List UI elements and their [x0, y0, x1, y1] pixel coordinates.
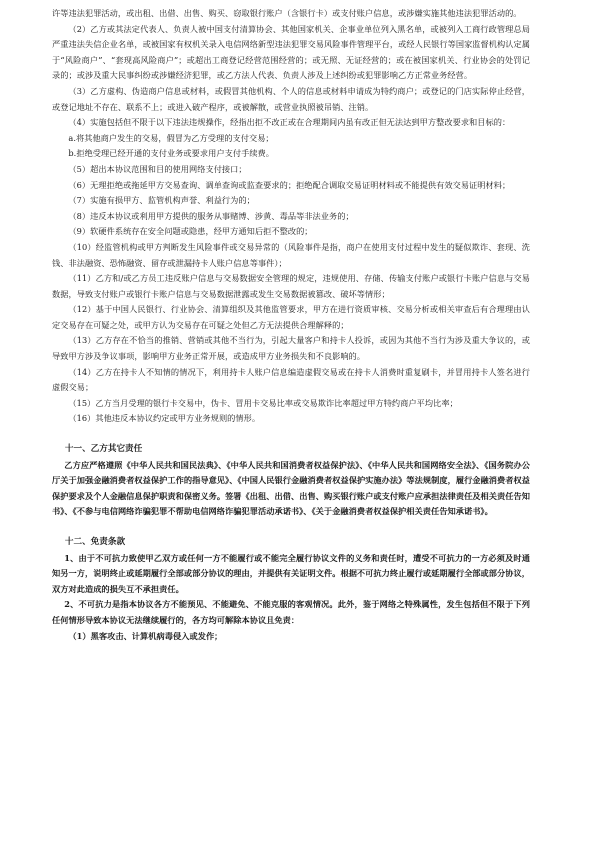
clause-3: （3）乙方虚构、伪造商户信息或材料，或假冒其他机构、个人的信息或材料申请成为特约商户；或登记的门店实际停止经营，或登记地址不存在、联系不上；或进入破产程序，或被解散，或营业执照被吊销、注销。: [52, 85, 530, 112]
section-11-heading: 十一、乙方其它责任: [64, 444, 143, 455]
clause-5: （5）超出本协议范围和目的使用网络支付接口；: [68, 163, 247, 174]
clause-12: （12）基于中国人民银行、行业协会、清算组织及其他监管要求，甲方在进行资质审核、交易分析或相关审查后有合理理由认定交易存在可疑之处，或甲方认为交易存在可疑之处但乙方无法提供合理解释的；: [52, 304, 530, 330]
clause-9: （9）软硬件系统存在安全问题或隐患，经甲方通知后拒不整改的；: [68, 226, 313, 237]
clause-6: （6）无理拒绝或拖延甲方交易查询、调单查询或监查要求的；拒绝配合调取交易证明材料或不能提供有效交易证明材料；: [68, 179, 511, 190]
clause-13: （13）乙方存在不恰当的推销、营销或其他不当行为，引起大量客户和持卡人投诉，或因为其他不当行为涉及重大争议的，或导致甲方涉及争议事项，影响甲方业务正常开展，或造成甲方业务损失和不良影响的。: [52, 335, 530, 362]
section-11-body: 乙方应严格遵照《中华人民共和国民法典》、《中华人民共和国消费者权益保护法》、《中华人民共和国网络安全法》、《国务院办公厅关于加强金融消费者权益保护工作的指导意见》、《中国人民银行金融消费者权益保护实施办法》等法规制度，履行金融消费者权益保护要求及个人金融信息保护职责和保密义务。签署《出租、出借、出售、购买银行账户或支付账户应承担法律责任及相关责任告知书》、《不参与电信网络诈骗犯罪不帮助电信网络诈骗犯罪活动承诺书》、《关于金融消费者权益保护相关责任告知承诺书》。: [52, 459, 530, 517]
section-12-heading: 十二、免责条款: [64, 537, 126, 547]
clause-14: （14）乙方在持卡人不知情的情况下，利用持卡人账户信息编造虚假交易或在持卡人消费时重复刷卡，并冒用持卡人签名进行虚假交易；: [52, 366, 530, 393]
exemption-1: 1、由于不可抗力致使甲乙双方或任何一方不能履行或不能完全履行协议文件的义务和责任时，遭受不可抗力的一方必须及时通知另一方，说明终止或延期履行全部或部分协议的理由，并提供有关证明文件。根据不可抗力终止履行或延期履行全部或部分协议，双方对此造成的损失互不承担责任。: [52, 552, 530, 594]
exemption-2: 2、不可抗力是指本协议各方不能预见、不能避免、不能克服的客观情况。此外，鉴于网络之特殊属性，发生包括但不限于下列任何情形导致本协议无法继续履行的，各方均可解除本协议且免责：: [52, 599, 530, 625]
exemption-2-item-1: （1）黑客攻击、计算机病毒侵入或发作；: [68, 630, 223, 641]
section-gap: [52, 427, 530, 442]
clause-4-a: a.将其他商户发生的交易，假冒为乙方受理的支付交易；: [68, 132, 274, 143]
clause-7: （7）实施有损甲方、监管机构声誉、利益行为的；: [68, 195, 255, 206]
clause-10: （10）经监管机构或甲方判断发生风险事件或交易异常的（风险事件是指，商户在使用支付过程中发生的疑似欺诈、套现、洗钱、非法融资、恐怖融资、留存或泄漏持卡人账户信息等事件）；: [52, 241, 530, 268]
clause-11: （11）乙方和/或乙方员工违反账户信息与交易数据安全管理的规定，违规使用、存储、传输支付账户或银行卡账户信息与交易数据，导致支付账户或银行卡账户信息与交易数据泄露或发生交易数据被篡改、破坏等情形；: [52, 273, 530, 299]
clause-15: （15）乙方当月受理的银行卡交易中，伪卡、冒用卡交易比率或交易欺诈比率超过甲方特约商户平均比率；: [68, 397, 458, 408]
clause-2: （2）乙方或其法定代表人、负责人被中国支付清算协会、其他国家机关、企事业单位列入黑名单，或被列入工商行政管理总局严重违法失信企业名单，或被国家有权机关录入电信网络新型违法犯罪交易风险事件管理平台，或经人民银行等国家监督机构认定属于“风险商户”、“套现高风险商户”；或超出工商登记经营范围经营的；或无照、无证经营的；或在被国家机关、行业协会的处罚记录的；或涉及重大民事纠纷或涉嫌经济犯罪，或乙方法人代表、负责人涉及上述纠纷或犯罪影响乙方正常业务经营。: [52, 23, 530, 81]
clause-16: （16）其他违反本协议约定或甲方业务规则的情形。: [68, 413, 261, 424]
paragraph-continuation: 许等违法犯罪活动，或出租、出借、出售、购买、窃取银行账户（含银行卡）或支付账户信息，或涉嫌实施其他违法犯罪活动的。: [52, 8, 522, 18]
section-gap: [52, 520, 530, 535]
clause-4: （4）实施包括但不限于以下违法违规操作，经指出拒不改正或在合理期间内虽有改正但无法达到甲方整改要求和目标的：: [68, 117, 511, 128]
clause-8: （8）违反本协议或利用甲方提供的服务从事赌博、涉黄、毒品等非法业务的；: [68, 210, 354, 221]
clause-4-b: b.拒绝受理已经开通的支付业务或要求用户支付手续费。: [68, 148, 275, 159]
